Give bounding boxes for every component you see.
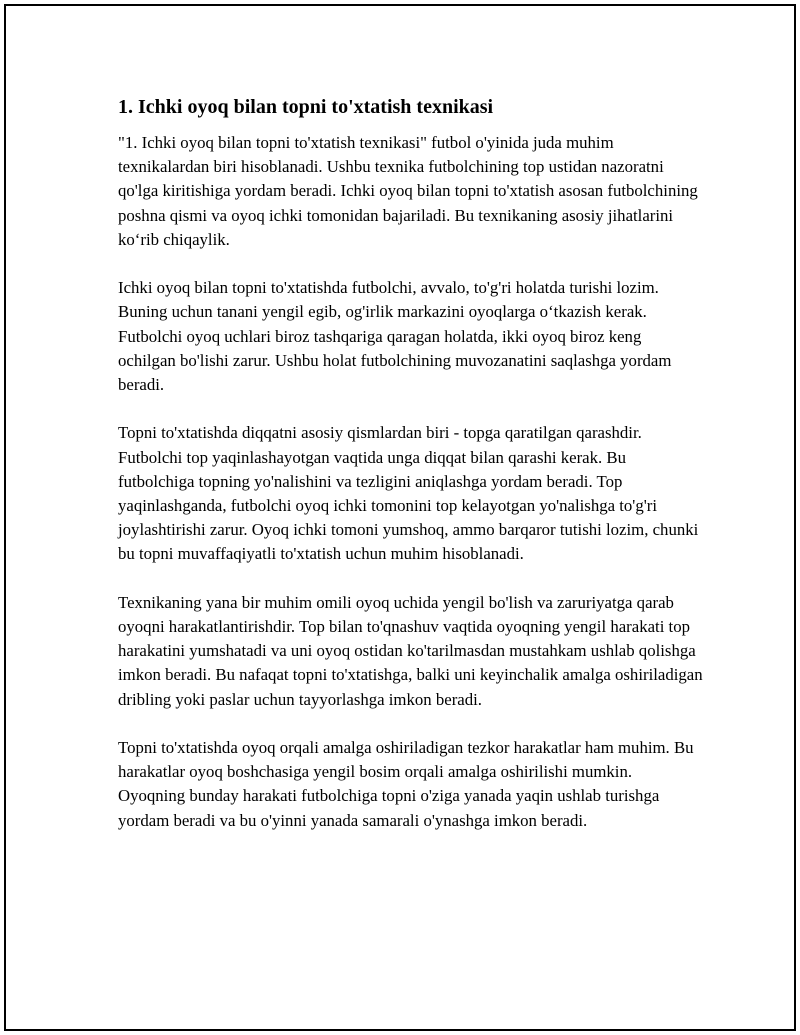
paragraph-1: "1. Ichki oyoq bilan topni to'xtatish texnikasi" futbol o'yinida juda muhim texnikalardan biri hisoblanadi. Ushbu texnika futbolchining top ustidan nazoratni qo'lga kiritishiga yordam beradi. Ichki oyoq bilan topni to'xtatish asosan futbolchining poshna qismi va oyoq ichki tomonidan bajariladi. Bu texnikaning asosiy jihatlarini koʻrib chiqaylik. xyxy=(118,133,698,249)
paragraph-2: Ichki oyoq bilan topni to'xtatishda futbolchi, avvalo, to'g'ri holatda turishi lozim. Buning uchun tanani yengil egib, og'irlik markazini oyoqlarga oʻtkazish kerak. Futbolchi oyoq uchlari biroz tashqariga qaragan holatda, ikki oyoq biroz keng ochilgan bo'lishi zarur. Ushbu holat futbolchining muvozanatini saqlashga yordam beradi. xyxy=(118,278,672,395)
document-body xyxy=(118,88,703,857)
paragraph-3: Topni to'xtatishda diqqatni asosiy qismlardan biri - topga qaratilgan qarashdir. Futbolchi top yaqinlashayotgan vaqtida unga diqqat bilan qarashi kerak. Bu futbolchiga topning yo'nalishini va tezligini aniqlashga yordam beradi. Top yaqinlashganda, futbolchi oyoq ichki tomonini top kelayotgan yo'nalishga to'g'ri joylashtirishi zarur. Oyoq ichki tomoni yumshoq, ammo barqaror tutishi lozim, chunki bu topni muvaffaqiyatli to'xtatish uchun muhim hisoblanadi. xyxy=(118,423,699,564)
paragraph-5: Topni to'xtatishda oyoq orqali amalga oshiriladigan tezkor harakatlar ham muhim. Bu harakatlar oyoq boshchasiga yengil bosim orqali amalga oshirilishi mumkin. Oyoqning bunday harakati futbolchiga topni o'ziga yanada yaqin ushlab turishga yordam beradi va bu o'yinni yanada samarali o'ynashga imkon beradi. xyxy=(118,738,694,830)
paragraph-4: Texnikaning yana bir muhim omili oyoq uchida yengil bo'lish va zaruriyatga qarab oyoqni harakatlantirishdir. Top bilan to'qnashuv vaqtida oyoqning yengil harakati top harakatini yumshatadi va uni oyoq ostidan ko'tarilmasdan mustahkam ushlab qolishga imkon beradi. Bu nafaqat topni to'xtatishga, balki uni keyinchalik amalga oshiriladigan dribling yoki paslar uchun tayyorlashga imkon beradi. xyxy=(118,592,703,709)
document-heading: 1. Ichki oyoq bilan topni to'xtatish texnikasi xyxy=(118,96,494,118)
